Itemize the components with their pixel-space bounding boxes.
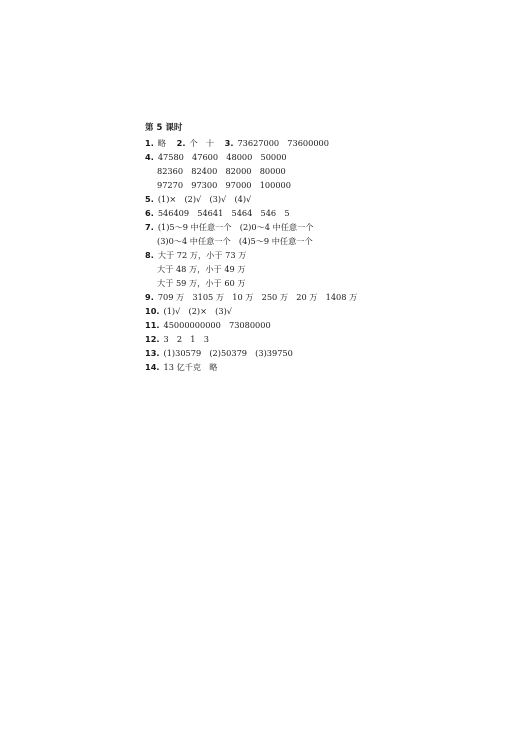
question-number-8: 8.	[145, 249, 154, 260]
answer-9: 709 万 3105 万 10 万 250 万 20 万 1408 万	[157, 291, 358, 302]
answer-3: 73627000 73600000	[237, 137, 329, 148]
answer-4-line-3: 97270 97300 97000 100000	[157, 179, 291, 190]
answer-6: 546409 54641 5464 546 5	[157, 207, 290, 218]
answer-2: 个 十	[189, 137, 215, 148]
answer-5: (1)× (2)√ (3)√ (4)√	[157, 193, 252, 204]
answer-8-line-3: 大于 59 万，小于 60 万	[157, 277, 246, 288]
answer-14: 13 亿千克 略	[163, 361, 218, 372]
answer-row-9	[145, 290, 485, 304]
answer-12: 3 2 1 3	[163, 333, 209, 344]
section-title: 第 5 课时	[145, 123, 183, 133]
answer-row-7	[145, 220, 485, 234]
answer-4-line-1: 47580 47600 48000 50000	[157, 151, 287, 162]
question-number-1: 1.	[145, 137, 154, 148]
answer-1: 略	[157, 137, 167, 148]
question-number-2: 2.	[176, 137, 186, 148]
answer-row-11	[145, 318, 485, 332]
answer-row-12	[145, 332, 485, 346]
answer-row-1-2-3	[145, 136, 485, 150]
question-number-4: 4.	[145, 151, 154, 162]
answer-row-14	[145, 360, 485, 374]
question-number-5: 5.	[145, 193, 154, 204]
question-number-12: 12.	[145, 333, 160, 344]
question-number-11: 11.	[145, 319, 160, 330]
answer-row-5	[145, 192, 485, 206]
question-number-6: 6.	[145, 207, 154, 218]
answer-row-4	[145, 150, 485, 164]
answer-8-line-2: 大于 48 万，小于 49 万	[157, 263, 246, 274]
question-number-9: 9.	[145, 291, 154, 302]
answer-8-line-1: 大于 72 万，小于 73 万	[157, 249, 247, 260]
answer-7-line-2: (3)0～4 中任意一个 (4)5～9 中任意一个	[157, 235, 313, 246]
answer-row-13	[145, 346, 485, 360]
answer-4-line-2: 82360 82400 82000 80000	[157, 165, 286, 176]
answer-row-10	[145, 304, 485, 318]
answer-10: (1)√ (2)× (3)√	[163, 305, 232, 316]
answer-7-line-1: (1)5～9 中任意一个 (2)0～4 中任意一个	[157, 221, 314, 232]
answer-row-6	[145, 206, 485, 220]
answer-row-8	[145, 248, 485, 262]
answer-13: (1)30579 (2)50379 (3)39750	[163, 347, 293, 358]
answer-key-page	[145, 121, 485, 374]
question-number-14: 14.	[145, 361, 160, 372]
question-number-3: 3.	[224, 137, 234, 148]
question-number-10: 10.	[145, 305, 160, 316]
answer-11: 45000000000 73080000	[163, 319, 271, 330]
question-number-13: 13.	[145, 347, 160, 358]
question-number-7: 7.	[145, 221, 154, 232]
